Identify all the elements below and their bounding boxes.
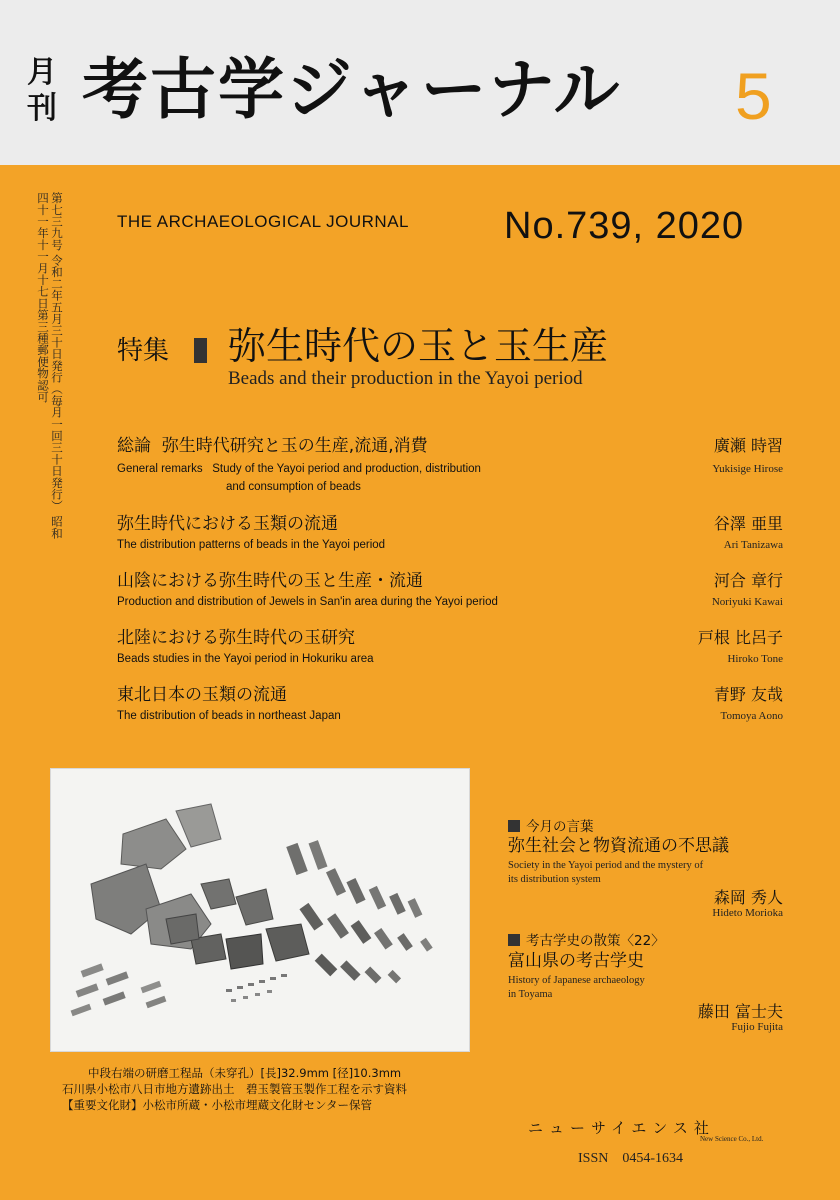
publication-note: 第七三九号 令和二年五月三十日発行（毎月一回三十日発行） 昭和四十一年十一月十七日第三種郵便物認可 [36, 192, 64, 540]
bead-production-stones-image [51, 769, 469, 1051]
photo-caption-line: 【重要文化財】小松市所蔵・小松市埋蔵文化財センター保管 [62, 1098, 373, 1112]
author-name: 戸根 比呂子 [697, 628, 783, 647]
english-journal-title: THE ARCHAEOLOGICAL JOURNAL [117, 212, 409, 231]
article-prefix: 総論 [117, 436, 151, 456]
column-author: 藤田 富士夫 [697, 1002, 783, 1021]
feature-subtitle: Beads and their production in the Yayoi period [228, 368, 583, 389]
article-english-title: The distribution patterns of beads in the Yayoi period [117, 539, 386, 551]
journal-title: 考古学ジャーナル [82, 51, 622, 128]
author-name: 青野 友哉 [713, 685, 783, 704]
column-english-title: Society in the Yayoi period and the mystery of [508, 860, 704, 871]
monthly-label: 月刊 [27, 55, 57, 126]
column-author-en: Hideto Morioka [712, 907, 783, 919]
photo-caption-line: 中段右端の研磨工程品（未穿孔）[長]32.9mm [径]10.3mm [88, 1066, 402, 1080]
photo-caption-line: 石川県小松市八日市地方遺跡出土 碧玉製管玉製作工程を示す資料 [62, 1082, 407, 1096]
square-bullet-icon [508, 934, 520, 946]
feature-title: 弥生時代の玉と玉生産 [228, 324, 609, 368]
article-title: 東北日本の玉類の流通 [117, 685, 287, 705]
article-english-title-cont: and consumption of beads [226, 481, 361, 493]
column-title: 富山県の考古学史 [508, 951, 644, 971]
column-title: 弥生社会と物資流通の不思議 [508, 836, 729, 856]
column-english-title: History of Japanese archaeology [508, 975, 645, 986]
author-name: 河合 章行 [713, 571, 783, 590]
column-heading: 今月の言葉 [508, 818, 594, 836]
column-author: 森岡 秀人 [713, 888, 783, 907]
article-title: 北陸における弥生時代の玉研究 [117, 628, 355, 648]
article-title: 山陰における弥生時代の玉と生産・流通 [117, 571, 423, 591]
article-title: 弥生時代における玉類の流通 [117, 514, 338, 534]
article-english-title: Production and distribution of Jewels in San'in area during the Yayoi period [117, 596, 498, 608]
column-english-title-cont: its distribution system [508, 874, 601, 885]
masthead [0, 0, 840, 165]
square-bullet-icon [508, 820, 520, 832]
author-name-en: Hiroko Tone [727, 653, 783, 665]
article-english-title: General remarks Study of the Yayoi period and production, distribution [117, 463, 481, 475]
column-author-en: Fujio Fujita [731, 1021, 783, 1033]
issn: ISSN 0454-1634 [578, 1151, 684, 1166]
column-heading: 考古学史の散策〈22〉 [508, 932, 665, 950]
publisher-name-en: New Science Co., Ltd. [700, 1135, 764, 1143]
author-name-en: Tomoya Aono [720, 710, 783, 722]
issue-number: No.739, 2020 [504, 205, 745, 247]
issue-month-number: 5 [735, 59, 772, 133]
article-english-title: The distribution of beads in northeast Japan [117, 710, 341, 722]
column-english-title-cont: in Toyama [508, 989, 553, 1000]
feature-label: 特集 [117, 336, 170, 366]
article-english-title: Beads studies in the Yayoi period in Hokuriku area [117, 653, 374, 665]
author-name-en: Yukisige Hirose [712, 463, 783, 475]
author-name: 廣瀬 時習 [713, 436, 783, 455]
publisher-name: ニューサイエンス社 [528, 1119, 715, 1137]
artifact-photo [50, 768, 470, 1052]
feature-square-icon [194, 338, 207, 363]
author-name-en: Ari Tanizawa [723, 539, 783, 551]
article-title: 総論 弥生時代研究と玉の生産,流通,消費 [117, 436, 428, 456]
author-name: 谷澤 亜里 [713, 514, 783, 533]
author-name-en: Noriyuki Kawai [711, 596, 783, 608]
